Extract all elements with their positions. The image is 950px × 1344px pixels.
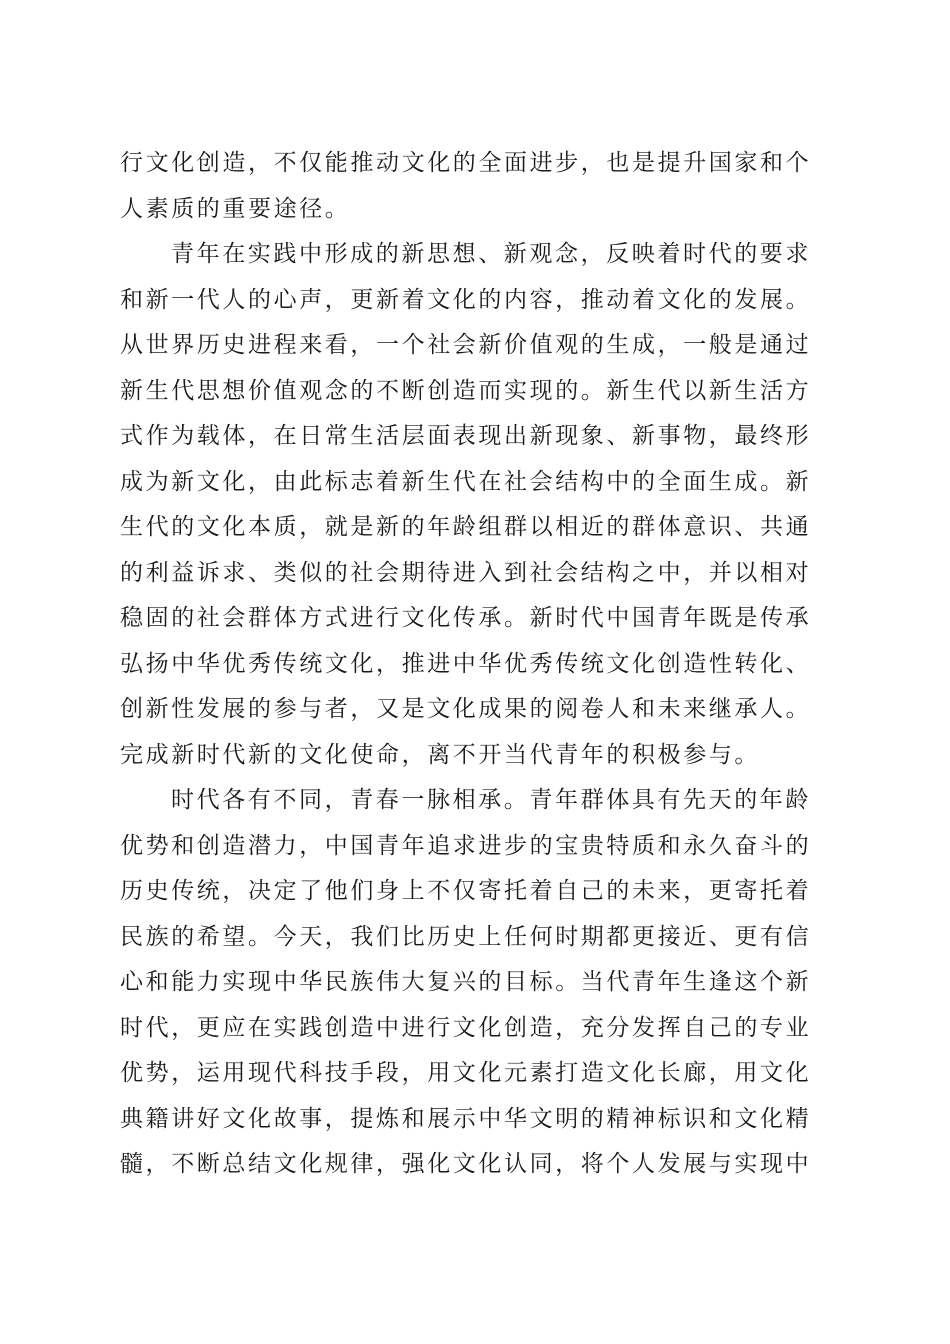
- paragraph-start-line: 青年在实践中形成的新思想、新观念，反映着时代的要求: [171, 241, 811, 267]
- text-line: 心和能力实现中华民族伟大复兴的目标。当代青年生逢这个新: [120, 969, 812, 995]
- text-line: 弘扬中华优秀传统文化，推进中华优秀传统文化创造性转化、: [120, 650, 812, 677]
- paragraph-start-line: 时代各有不同，青春一脉相承。青年群体具有先天的年龄: [171, 787, 811, 813]
- text-line: 生代的文化本质，就是新的年龄组群以相近的群体意识、共通: [120, 514, 812, 540]
- text-line: 民族的希望。今天，我们比历史上任何时期都更接近、更有信: [120, 923, 812, 950]
- text-line: 创新性发展的参与者，又是文化成果的阅卷人和未来继承人。: [120, 696, 812, 722]
- text-line: 典籍讲好文化故事，提炼和展示中华文明的精神标识和文化精: [120, 1105, 812, 1132]
- text-line: 行文化创造，不仅能推动文化的全面进步，也是提升国家和个: [120, 150, 812, 176]
- text-line: 优势和创造潜力，中国青年追求进步的宝贵特质和永久奋斗的: [120, 832, 812, 859]
- text-line: 式作为载体，在日常生活层面表现出新现象、新事物，最终形: [120, 423, 812, 449]
- text-line: 新生代思想价值观念的不断创造而实现的。新生代以新生活方: [120, 377, 812, 404]
- text-line: 的利益诉求、类似的社会期待进入到社会结构之中，并以相对: [120, 559, 812, 586]
- body-text: [120, 141, 830, 1188]
- text-line: 完成新时代新的文化使命，离不开当代青年的积极参与。: [120, 741, 760, 768]
- text-line: 成为新文化，由此标志着新生代在社会结构中的全面生成。新: [120, 468, 812, 495]
- text-line: 历史传统，决定了他们身上不仅寄托着自己的未来，更寄托着: [120, 878, 812, 904]
- text-line: 从世界历史进程来看，一个社会新价值观的生成，一般是通过: [120, 332, 812, 358]
- text-line: 髓，不断总结文化规律，强化文化认同，将个人发展与实现中: [120, 1151, 812, 1177]
- text-line: 和新一代人的心声，更新着文化的内容，推动着文化的发展。: [120, 286, 812, 313]
- text-line: 人素质的重要途径。: [120, 195, 351, 222]
- text-line: 稳固的社会群体方式进行文化传承。新时代中国青年既是传承: [120, 605, 812, 631]
- text-line: 优势，运用现代科技手段，用文化元素打造文化长廊，用文化: [120, 1060, 812, 1086]
- text-line: 时代，更应在实践创造中进行文化创造，充分发挥自己的专业: [120, 1014, 812, 1041]
